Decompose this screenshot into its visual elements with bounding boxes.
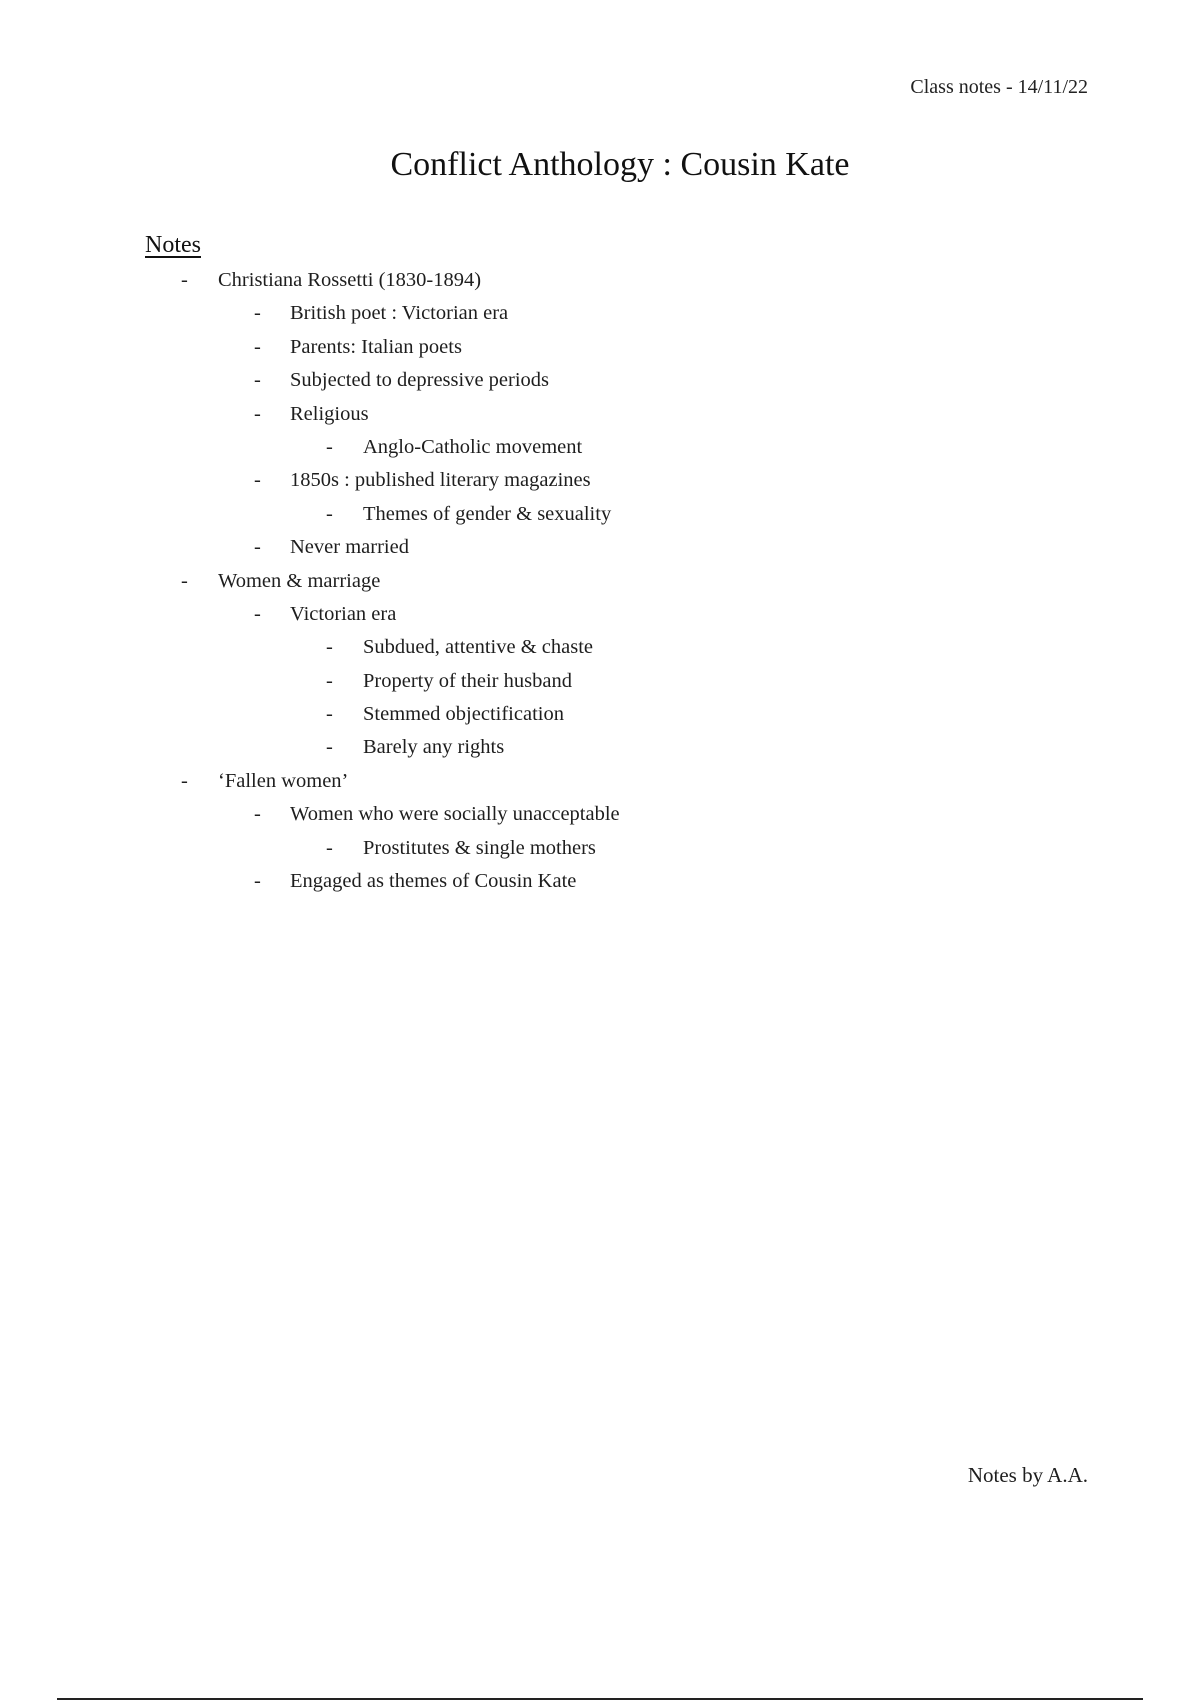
bullet-dash: - <box>181 569 188 592</box>
note-item <box>0 464 1200 497</box>
note-text: Engaged as themes of Cousin Kate <box>290 870 577 893</box>
note-item <box>0 731 1200 764</box>
notes-heading: Notes <box>145 232 201 258</box>
note-item <box>0 598 1200 631</box>
note-text: Parents: Italian poets <box>290 335 462 358</box>
note-item <box>0 431 1200 464</box>
note-text: Subdued, attentive & chaste <box>363 636 593 659</box>
note-text: Themes of gender & sexuality <box>363 502 612 525</box>
note-item <box>0 565 1200 598</box>
note-text: Subjected to depressive periods <box>290 369 550 392</box>
bullet-dash: - <box>326 703 333 726</box>
bullet-dash: - <box>326 502 333 525</box>
note-text: Anglo-Catholic movement <box>363 435 583 458</box>
note-text: Stemmed objectification <box>363 703 564 726</box>
note-item <box>0 331 1200 364</box>
bullet-dash: - <box>326 736 333 759</box>
note-text: Prostitutes & single mothers <box>363 836 596 859</box>
notes-list <box>0 264 1200 898</box>
class-notes-date: Class notes - 14/11/22 <box>910 76 1088 98</box>
note-item <box>0 832 1200 865</box>
note-item <box>0 865 1200 898</box>
note-item <box>0 364 1200 397</box>
note-text: Barely any rights <box>363 736 505 759</box>
note-text: 1850s : published literary magazines <box>290 469 591 492</box>
note-item <box>0 698 1200 731</box>
note-item <box>0 264 1200 297</box>
note-item <box>0 398 1200 431</box>
bullet-dash: - <box>254 335 261 358</box>
note-text: Property of their husband <box>363 669 572 692</box>
note-item <box>0 665 1200 698</box>
note-text: British poet : Victorian era <box>290 302 509 325</box>
note-text: Victorian era <box>290 602 397 625</box>
note-text: ‘Fallen women’ <box>218 769 349 792</box>
bullet-dash: - <box>254 870 261 893</box>
note-item <box>0 531 1200 564</box>
bullet-dash: - <box>254 369 261 392</box>
bullet-dash: - <box>254 302 261 325</box>
bullet-dash: - <box>181 269 188 291</box>
note-text: Women who were socially unacceptable <box>290 803 620 826</box>
note-text: Religious <box>290 402 369 425</box>
notes-credit: Notes by A.A. <box>967 1463 1088 1487</box>
note-item <box>0 297 1200 330</box>
note-item <box>0 765 1200 798</box>
bullet-dash: - <box>254 803 261 826</box>
bullet-dash: - <box>326 435 333 458</box>
bullet-dash: - <box>254 602 261 625</box>
bullet-dash: - <box>181 769 188 792</box>
note-text: Christiana Rossetti (1830-1894) <box>218 269 482 291</box>
bullet-dash: - <box>326 636 333 659</box>
bullet-dash: - <box>254 402 261 425</box>
bullet-dash: - <box>326 836 333 859</box>
note-item <box>0 498 1200 531</box>
note-text: Women & marriage <box>218 569 381 592</box>
note-item <box>0 798 1200 831</box>
page-title: Conflict Anthology : Cousin Kate <box>390 146 850 183</box>
bullet-dash: - <box>254 536 261 559</box>
note-text: Never married <box>290 536 409 559</box>
note-item <box>0 631 1200 664</box>
bullet-dash: - <box>254 469 261 492</box>
bullet-dash: - <box>326 669 333 692</box>
